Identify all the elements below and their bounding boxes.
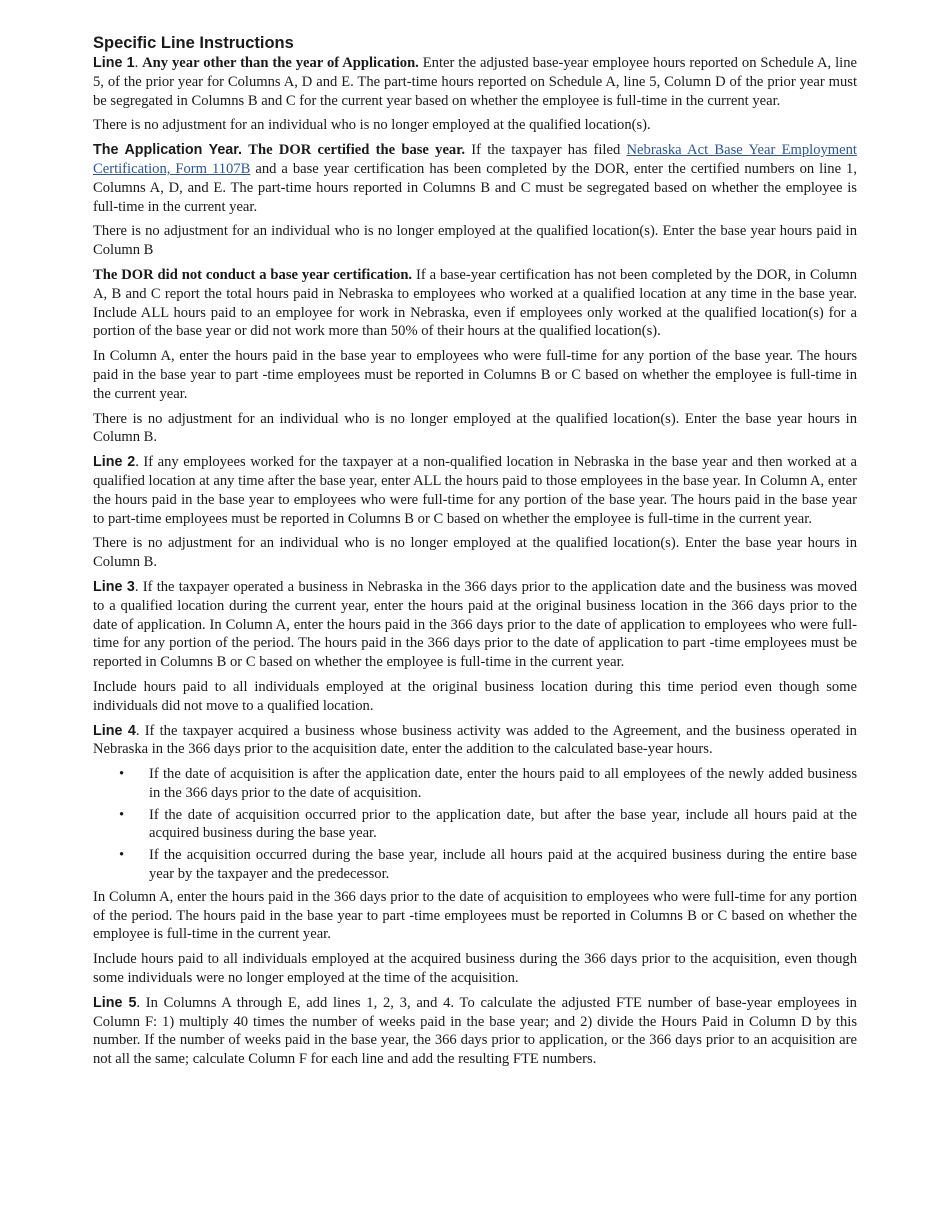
app-year-note2: There is no adjustment for an individual who is no longer employed at the qualified location(s). Enter the base year hours in Column B. — [93, 410, 857, 446]
line5-paragraph — [93, 994, 857, 1069]
app-year-note: There is no adjustment for an individual who is no longer employed at the qualified location(s). Enter the base year hours paid in Column B — [93, 223, 857, 259]
list-item — [93, 846, 857, 884]
line2-note: There is no adjustment for an individual who is no longer employed at the qualified location(s). Enter the base year hours in Column B. — [93, 535, 857, 571]
line4-bullet-list — [93, 765, 857, 884]
line4-text: . If the taxpayer acquired a business whose business activity was added to the Agreement, and the business operated in Nebraska in the 366 days prior to the acquisition date, enter the addition to the calculated base-year hours. — [93, 722, 857, 758]
bullet-glyph: • — [119, 806, 125, 823]
line4-note: Include hours paid to all individuals employed at the acquired business during the 366 days prior to the acquisition, even though some individuals were no longer employed at the time of the acquisition. — [93, 951, 857, 987]
bullet-text: If the acquisition occurred during the base year, include all hours paid at the acquired business during the entire base year by the taxpayer and the predecessor. — [149, 847, 857, 883]
section-title: Specific Line Instructions — [93, 34, 294, 52]
list-item — [93, 806, 857, 844]
app-year-column-a: In Column A, enter the hours paid in the base year to employees who were full-time for any portion of the base year. The hours paid in the base year to part -time employees must be reported in Columns B or C based on whether the employee is full-time in the current year. — [93, 348, 857, 402]
no-cert-subhead: The DOR did not conduct a base year certification. — [93, 266, 413, 283]
line1-paragraph: Line 1. Any year other than the year of Application. Enter the adjusted base-year employee hours reported on Schedule A, line 5, of the prior year for Columns A, D and E. The part-time hours reported on Schedule A, line 5, Column D of the prior year must be segregated in Columns B and C for the current year based on whether the employee is full-time in the current year. — [93, 55, 857, 109]
form-1107b-link[interactable]: Nebraska Act Base Year Employment Certification, Form 1107B — [93, 142, 857, 177]
line3-label: Line 3 — [93, 578, 135, 595]
list-item — [93, 765, 857, 803]
no-cert-paragraph — [93, 266, 857, 341]
line3-text: . If the taxpayer operated a business in Nebraska in the 366 days prior to the application date and the business was moved to a qualified location during the current year, enter the hours paid at the original business location in the 366 days prior to the date of application. In Column A, enter the hours paid in the 366 days prior to the date of application to employees who were full-time for any portion of the period. The hours paid in the 366 days prior to the date of application to part -time employees must be reported in Columns B or C based on whether the employee is full-time in the current year. — [93, 578, 857, 671]
line2-text: . If any employees worked for the taxpayer at a non-qualified location in Nebraska in the base year and then worked at a qualified location at any time after the base year, enter ALL the hours paid to those employees in the base year. In Column A, enter the hours paid in the base year to employees who were full-time for any portion of the base year. The hours paid in the base year to part-time employees must be reported in Columns B or C based on whether the employee is full-time in the current year. — [93, 454, 857, 527]
line3-paragraph — [93, 578, 857, 672]
app-year-text-before: If the taxpayer has filed — [471, 142, 621, 159]
line4-label: Line 4 — [93, 722, 136, 739]
bullet-glyph: • — [119, 766, 125, 783]
app-year-subhead: The DOR certified the base year. — [248, 142, 466, 159]
line5-text: . In Columns A through E, add lines 1, 2, 3, and 4. To calculate the adjusted FTE number of base-year employees in Column F: 1) multiply 40 times the number of weeks paid in the base year; and 2) divide the Hours Paid in Column D by this number. If the number of weeks paid in the base year, the 366 days prior to application, or the 366 days prior to an acquisition are not all the same; calculate Column F for each line and add the resulting FTE numbers. — [93, 994, 857, 1068]
line1-text: Enter the adjusted base-year employee hours reported on Schedule A, line 5, of the prior year for Columns A, D and E. The part-time hours reported on Schedule A, line 5, Column D of the prior year must be segregated in Columns B and C for the current year based on whether the employee is full-time in the current year. — [93, 55, 857, 109]
no-cert-text: If a base-year certification has not been completed by the DOR, in Column A, B and C report the total hours paid in Nebraska to employees who worked at a qualified location at any time in the base year. Include ALL hours paid to an employee for work in Nebraska, even if employees only worked at the qualified location(s) for a portion of the base year or did not work more than 50% of their hours at the qualified location(s). — [93, 266, 858, 340]
line4-paragraph — [93, 722, 857, 760]
line1-label: Line 1 — [93, 55, 135, 71]
instructions-page — [93, 33, 857, 1075]
line3-note: Include hours paid to all individuals employed at the original business location during this time period even though some individuals did not move to a qualified location. — [93, 678, 857, 714]
bullet-glyph: • — [119, 847, 125, 864]
line1-subhead: Any year other than the year of Application. — [142, 55, 419, 71]
bullet-text: If the date of acquisition is after the application date, enter the hours paid to all employees of the newly added business in the 366 days prior to the date of acquisition. — [149, 766, 857, 801]
line2-paragraph — [93, 453, 857, 528]
line4-column-a: In Column A, enter the hours paid in the 366 days prior to the date of acquisition to employees who were full-time for any portion of the period. The hours paid in the base year to part -time employees must be reported in Columns B or C based on whether the employee is full-time in the current year. — [93, 888, 857, 943]
app-year-label: The Application Year. — [93, 142, 243, 159]
line1-note: There is no adjustment for an individual who is no longer employed at the qualified location(s). — [93, 117, 651, 134]
line5-label: Line 5 — [93, 994, 137, 1011]
app-year-text-after: and a base year certification has been completed by the DOR, enter the certified numbers on line 1, Columns A, D, and E. The part-time hours reported in Columns B and C must be segregated based on whether the employee is full-time in the current year. — [93, 160, 857, 215]
line2-label: Line 2 — [93, 454, 136, 471]
app-year-paragraph — [93, 141, 857, 216]
bullet-text: If the date of acquisition occurred prior to the application date, but after the base year, include all hours paid at the acquired business during the base year. — [149, 806, 857, 842]
